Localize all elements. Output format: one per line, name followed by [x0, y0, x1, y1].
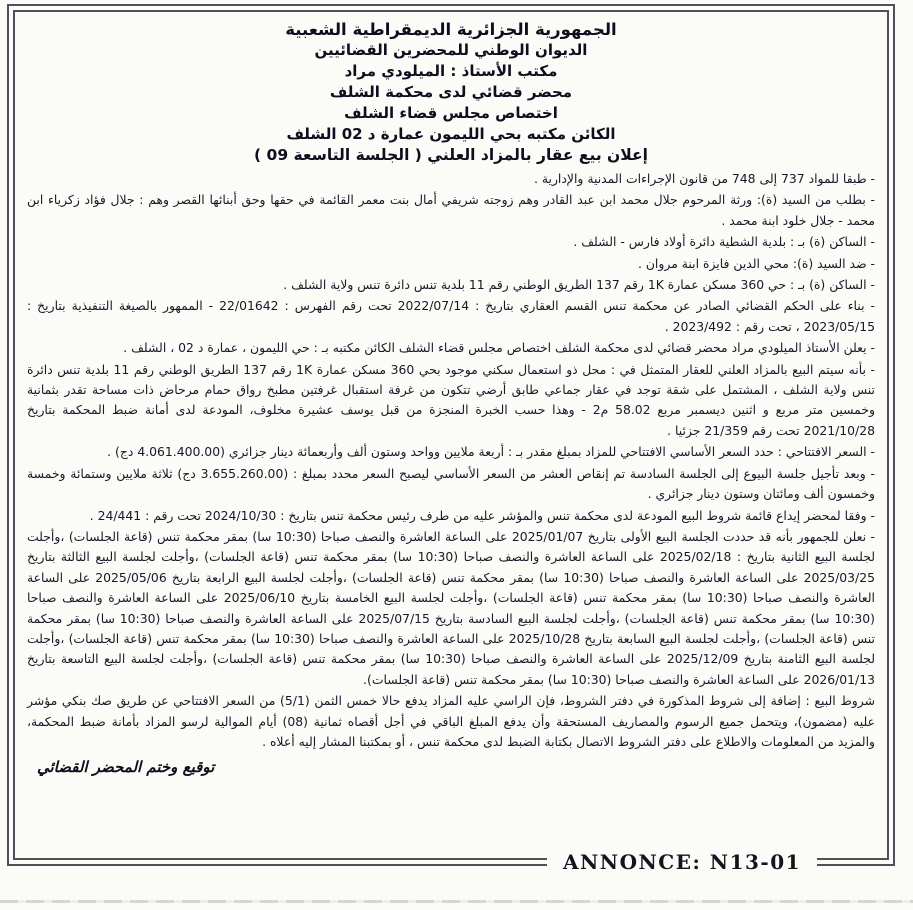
annonce-ref: ANNONCE: N13-01 [547, 849, 817, 875]
body-paragraph: شروط البيع : إضافة إلى شروط المذكورة في دفتر الشروط، فإن الراسي عليه المزاد يدفع حالا خمس الثمن (5/1) من السعر الافتتاحي عن طريق صك بنكي مؤشر عليه (مضمون)، ويتحمل جميع الرسوم والمصاريف المستحقة وأن يدفع المبلغ الباقي في أجل أقصاه ثمانية (08) أيام الموالية لرسو المزاد بأمانة ضبط المحكمة، والمزيد من المعلومات والاطلاع على دفتر الشروط الاتصال بكتابة الضبط لدى محكمة تنس ، أو بمكتبنا المشار إليه أعلاه . [27, 693, 876, 749]
signature-line: توقيع وختم المحضر القضائي [37, 758, 215, 777]
body-paragraph: - بأنه سيتم البيع بالمزاد العلني للعقار المتمثل في : محل ذو استعمال سكني موجود بحي 360 مسكن عمارة 1K رقم 137 الطريق الوطني رقم 11 بلدية تنس دائرة تنس ولاية الشلف ، المشتمل على شقة توجد في عقار جماعي طابق أرضي تتكون من غرفة استقبال غرفتين مطبخ رواق حمام مرحاض ذات مساحة تقدر بثمانية وخمسين متر مربع و اثنين ديسمبر مربع 58.02 م2 - وهذا حسب الخبرة المنجزة من قبل يوسف عشيرة مخلوف، المودعة لدى أمانة ضبط المحكمة بتاريخ 2021/10/28 تحت رقم 21/359 جزئيا . [27, 361, 876, 438]
body-paragraph: - ضد السيد (ة): محي الدين فايزة ابنة مروان . [637, 255, 875, 271]
scan-edge-artifact [0, 900, 913, 903]
bailiff-office-name: مكتب الأستاذ : الميلودي مراد [344, 62, 558, 80]
republic-title: الجمهورية الجزائرية الديمقراطية الشعبية [285, 20, 617, 39]
body-paragraph: - الساكن (ة) بـ : حي 360 مسكن عمارة 1K رقم 137 الطريق الوطني رقم 11 بلدية تنس دائرة تنس ولاية الشلف . [283, 277, 875, 293]
national-office-title: الديوان الوطني للمحضرين القضائيين [314, 41, 588, 59]
body-paragraph: - وبعد تأجيل جلسة البيوع إلى الجلسة السادسة تم إنقاص العشر من السعر الأساسي ليصبح السعر محدد بمبلغ : (3.655.260.00 دج) ثلاثة ملايين وستمائة وخمسة وخمسون ألف ومائتان وستون دينار جزائري . [27, 465, 875, 502]
announcement-title: إعلان بيع عقار بالمزاد العلني ( الجلسة التاسعة 09 ) [254, 146, 648, 164]
body-paragraph: - يعلن الأستاذ الميلودي مراد محضر قضائي لدى محكمة الشلف اختصاص مجلس قضاء الشلف الكائن مكتبه بـ : حي الليمون ، عمارة د 02 ، الشلف . [123, 340, 875, 356]
office-address-line: الكائن مكتبه بحي الليمون عمارة د 02 الشلف [286, 125, 616, 143]
body-paragraph: - بطلب من السيد (ة): ورثة المرحوم جلال محمد ابن عبد القادر وهم زوجته شريفي أمال بنت معمر القائمة في حقها وحق أبنائها القصر وهم : جلال فؤاد زكرياء ابن محمد - جلال خلود ابنة محمد . [27, 192, 875, 228]
document-frame [7, 4, 895, 874]
document-frame-inner [13, 10, 889, 860]
document-body [27, 169, 875, 752]
body-paragraph: - وفقا لمحضر إيداع قائمة شروط البيع المودعة لدى محكمة تنس والمؤشر عليه من طرف رئيس محكمة تنس بتاريخ : 2024/10/30 تحت رقم : 24/441 . [89, 507, 875, 523]
body-paragraph: - طبقا للمواد 737 إلى 748 من قانون الإجراءات المدنية والإدارية . [533, 171, 875, 186]
body-paragraph: - السعر الافتتاحي : حدد السعر الأساسي الافتتاحي للمزاد بمبلغ مقدر بـ : أربعة ملايين وواحد وستون ألف وأربعمائة دينار جزائري (4.061.400.00 دج) . [107, 444, 875, 460]
body-paragraph: - الساكن (ة) بـ : بلدية الشطية دائرة أولاد فارس - الشلف . [573, 234, 875, 250]
document-header [27, 19, 875, 166]
body-paragraph: - بناء على الحكم القضائي الصادر عن محكمة تنس القسم العقاري بتاريخ : 2022/07/14 تحت رقم الفهرس : 22/01642 - الممهور بالصيغة التنفيذية بتاريخ : 2023/05/15 ، تحت رقم : 2023/492 . [27, 298, 876, 334]
bailiff-court-title: محضر قضائي لدى محكمة الشلف [329, 83, 573, 101]
body-paragraph: - نعلن للجمهور بأنه قد حددت الجلسة البيع الأولى بتاريخ 2025/01/07 على الساعة العاشرة والنصف صباحا (10:30 سا) بمقر محكمة تنس (قاعة الجلسات) ،وأجلت لجلسة البيع الثانية بتاريخ : 2025/02/18 على الساعة العاشرة والنصف صباحا (10:30 سا) بمقر محكمة تنس (قاعة الجلسات) ،وأجلت لجلسة البيع الثالثة بتاريخ 2025/03/25 على الساعة العاشرة والنصف صباحا (10:30 سا) بمقر محكمة تنس (قاعة الجلسات) ،وأجلت لجلسة البيع الرابعة بتاريخ 2025/05/06 على الساعة العاشرة والنصف صباحا (10:30 سا) بمقر محكمة تنس (قاعة الجلسات) ،وأجلت لجلسة البيع الخامسة بتاريخ 2025/06/10 على الساعة العاشرة والنصف صباحا (10:30 سا) بمقر محكمة تنس (قاعة الجلسات) ،وأجلت لجلسة البيع السادسة بتاريخ 2025/07/15 على الساعة العاشرة والنصف صباحا (10:30 سا) بمقر محكمة تنس (قاعة الجلسات) ،وأجلت لجلسة البيع السابعة بتاريخ 2025/10/28 على الساعة العاشرة والنصف صباحا (10:30 سا) بمقر محكمة تنس (قاعة الجلسات) ،وأجلت لجلسة البيع الثامنة بتاريخ 2025/12/09 على الساعة العاشرة والنصف صباحا (10:30 سا) بمقر محكمة تنس (قاعة الجلسات) ،وأجلت لجلسة البيع التاسعة بتاريخ 2026/01/13 على الساعة العاشرة والنصف صباحا (10:30 سا) بمقر محكمة تنس (قاعة الجلسات). [27, 528, 875, 687]
jurisdiction-line: اختصاص مجلس قضاء الشلف [344, 104, 558, 122]
